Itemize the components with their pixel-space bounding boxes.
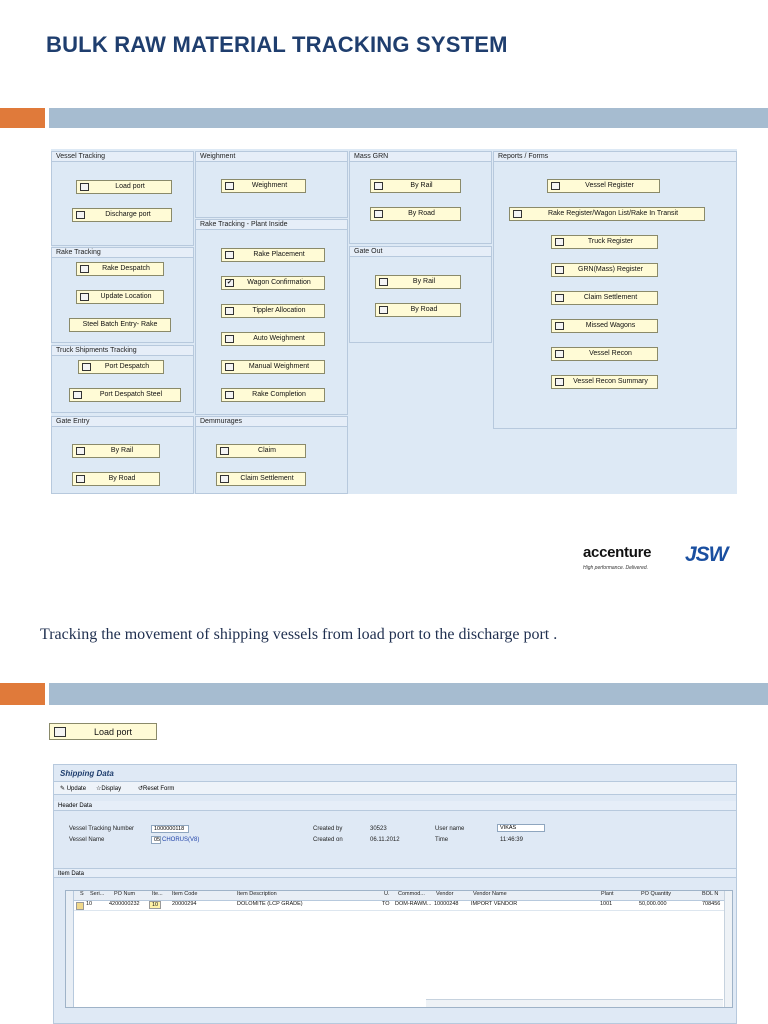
col-unit[interactable]: U. <box>384 891 390 897</box>
shipping-title: Shipping Data <box>60 769 114 778</box>
accent-bar <box>0 108 45 128</box>
vessel-recon-summary-button[interactable]: Vessel Recon Summary <box>551 375 658 389</box>
ship-icon <box>76 211 85 219</box>
item-data-bar <box>54 868 736 878</box>
col-plant[interactable]: Plant <box>601 891 614 897</box>
vessel-tracking-number-label: Vessel Tracking Number <box>69 826 135 832</box>
group-mass-grn <box>349 151 492 244</box>
section-bar <box>49 108 768 128</box>
rake-placement-button[interactable]: Rake Placement <box>221 248 325 262</box>
rake-register-button[interactable]: Rake Register/Wagon List/Rake In Transit <box>509 207 705 221</box>
col-po-num[interactable]: PO Num <box>114 891 136 897</box>
truck-icon <box>80 183 89 191</box>
col-item-description[interactable]: Item Description <box>237 891 277 897</box>
username-label: User name <box>435 826 465 832</box>
vessel-register-button[interactable]: Vessel Register <box>547 179 660 193</box>
wagon-confirmation-button[interactable]: ✔ Wagon Confirmation <box>221 276 325 290</box>
toolbar <box>54 781 736 795</box>
jsw-logo: JSW <box>685 543 728 566</box>
paperclip-icon <box>220 447 229 455</box>
scale-icon <box>225 182 234 190</box>
vessel-tracking-number-field[interactable]: 1000000118 <box>151 825 189 833</box>
steel-batch-entry-rake-button[interactable]: Steel Batch Entry- Rake <box>69 318 171 332</box>
item-data-label: Item Data <box>58 871 85 877</box>
auto-weighment-button[interactable]: Auto Weighment <box>221 332 325 346</box>
update-button[interactable]: ✎ Update <box>60 786 87 792</box>
group-header: Demmurages <box>196 417 347 427</box>
load-port-button-large[interactable]: Load port <box>49 723 157 740</box>
location-icon <box>80 293 89 301</box>
discharge-port-button[interactable]: Discharge port <box>72 208 172 222</box>
col-s[interactable]: S <box>80 891 84 897</box>
header-data-bar <box>54 801 736 811</box>
group-header: Rake Tracking <box>52 248 193 258</box>
cell-serial: 10 <box>86 901 93 907</box>
menu-panel <box>51 149 737 494</box>
flag-icon <box>225 391 234 399</box>
group-weighment <box>195 151 348 218</box>
group-demmurages <box>195 416 348 494</box>
username-field[interactable]: VIKAS <box>497 824 545 832</box>
group-header: Vessel Tracking <box>52 152 193 162</box>
row-header-column <box>66 891 74 1007</box>
scale-icon <box>225 335 234 343</box>
rake-icon <box>80 265 89 273</box>
grn-mass-register-button[interactable]: GRN(Mass) Register <box>551 263 658 277</box>
group-header: Weighment <box>196 152 347 162</box>
rake-completion-button[interactable]: Rake Completion <box>221 388 325 402</box>
calendar-icon <box>225 307 234 315</box>
truck-icon <box>73 391 82 399</box>
col-bol[interactable]: BOL N <box>702 891 719 897</box>
page-title: BULK RAW MATERIAL TRACKING SYSTEM <box>46 32 508 57</box>
cell-bol: 708456 <box>702 901 721 907</box>
accenture-logo: accenture <box>583 544 652 561</box>
claim-button[interactable]: Claim <box>216 444 306 458</box>
col-serial[interactable]: Seri... <box>90 891 105 897</box>
cell-item-description: DOLOMITE (LCP GRADE) <box>237 901 303 907</box>
description-text: Tracking the movement of shipping vessels from load port to the discharge port . <box>40 626 558 643</box>
table-row[interactable] <box>66 901 732 911</box>
report-icon <box>555 378 564 386</box>
rake-icon <box>225 251 234 259</box>
vessel-recon-button[interactable]: Vessel Recon <box>551 347 658 361</box>
row-selector[interactable] <box>76 902 84 910</box>
report-icon <box>555 266 564 274</box>
port-despatch-button[interactable]: Port Despatch <box>78 360 164 374</box>
cell-po-num: 4200000232 <box>109 901 140 907</box>
col-commodity[interactable]: Commod... <box>398 891 425 897</box>
cell-po-quantity: 50,000.000 <box>639 901 667 907</box>
group-header: Gate Out <box>350 247 491 257</box>
group-gate-out <box>349 246 492 343</box>
rail-icon <box>76 447 85 455</box>
claim-settlement-report-button[interactable]: Claim Settlement <box>551 291 658 305</box>
truck-register-button[interactable]: Truck Register <box>551 235 658 249</box>
col-vendor[interactable]: Vendor <box>436 891 454 897</box>
scale-icon <box>225 363 234 371</box>
header-data-label: Header Data <box>58 803 93 809</box>
cell-unit: TO <box>382 901 390 907</box>
group-vessel-tracking <box>51 151 194 246</box>
tippler-allocation-button[interactable]: Tippler Allocation <box>221 304 325 318</box>
group-header: Reports / Forms <box>494 152 736 162</box>
created-by-value: 30523 <box>370 826 387 832</box>
time-value: 11:46:39 <box>500 837 523 843</box>
group-header: Rake Tracking - Plant Inside <box>196 220 347 230</box>
group-rake-tracking-plant <box>195 219 348 415</box>
rake-despatch-button[interactable]: Rake Despatch <box>76 262 164 276</box>
report-icon <box>555 238 564 246</box>
settlement-icon <box>220 475 229 483</box>
report-icon <box>555 294 564 302</box>
group-gate-entry <box>51 416 194 494</box>
cell-item[interactable]: 10 <box>149 901 161 909</box>
vessel-name-label: Vessel Name <box>69 837 105 843</box>
created-on-label: Created on <box>313 837 343 843</box>
reset-form-button[interactable]: ↺Reset Form <box>138 786 175 792</box>
time-label: Time <box>435 837 449 843</box>
truck-icon <box>374 210 383 218</box>
group-header: Truck Shipments Tracking <box>52 346 193 356</box>
vessel-code-field[interactable]: 05 <box>151 836 161 844</box>
port-despatch-steel-button[interactable]: Port Despatch Steel <box>69 388 181 402</box>
mass-grn-by-rail-button[interactable]: By Rail <box>370 179 461 193</box>
truck-icon <box>54 727 66 737</box>
gate-entry-by-rail-button[interactable]: By Rail <box>72 444 160 458</box>
rail-icon <box>379 278 388 286</box>
group-reports-forms <box>493 151 737 429</box>
report-icon <box>551 182 560 190</box>
truck-icon <box>76 475 85 483</box>
accenture-tagline: High performance. Delivered. <box>583 565 649 571</box>
mass-grn-by-road-button[interactable]: By Road <box>370 207 461 221</box>
gate-entry-by-road-button[interactable]: By Road <box>72 472 160 486</box>
truck-icon <box>82 363 91 371</box>
rail-icon <box>374 182 383 190</box>
table-header <box>66 891 732 901</box>
display-button[interactable]: ☆Display <box>96 786 122 792</box>
horizontal-scrollbar[interactable] <box>426 999 723 1007</box>
group-truck-shipments <box>51 345 194 413</box>
weighment-button[interactable]: Weighment <box>221 179 306 193</box>
cell-commodity: DOM-RAWM... <box>395 901 432 907</box>
cell-item-code: 20000294 <box>172 901 197 907</box>
col-po-quantity[interactable]: PO Quantity <box>641 891 671 897</box>
item-table <box>65 890 733 1008</box>
missed-wagons-button[interactable]: Missed Wagons <box>551 319 658 333</box>
section-bar <box>49 683 768 705</box>
check-icon: ✔ <box>226 280 233 286</box>
col-item[interactable]: Ite... <box>152 891 163 897</box>
report-icon <box>513 210 522 218</box>
gate-out-by-road-button[interactable]: By Road <box>375 303 461 317</box>
created-on-value: 06.11.2012 <box>370 837 400 843</box>
manual-weighment-button[interactable]: Manual Weighment <box>221 360 325 374</box>
cell-plant: 1001 <box>600 901 613 907</box>
report-icon <box>555 322 564 330</box>
group-rake-tracking <box>51 247 194 343</box>
group-header: Mass GRN <box>350 152 491 162</box>
col-vendor-name[interactable]: Vendor Name <box>473 891 507 897</box>
group-header: Gate Entry <box>52 417 193 427</box>
cell-vendor: 10000248 <box>434 901 459 907</box>
report-icon <box>555 350 564 358</box>
vertical-scrollbar[interactable] <box>724 891 732 1007</box>
gate-out-by-rail-button[interactable]: By Rail <box>375 275 461 289</box>
truck-icon <box>379 306 388 314</box>
claim-settlement-button[interactable]: Claim Settlement <box>216 472 306 486</box>
shipping-data-window <box>53 764 737 1024</box>
load-port-button[interactable]: Load port <box>76 180 172 194</box>
vessel-name-value: CHORUS(V8) <box>162 837 200 843</box>
col-item-code[interactable]: Item Code <box>172 891 198 897</box>
cell-vendor-name: IMPORT VENDOR <box>471 901 518 907</box>
update-location-button[interactable]: Update Location <box>76 290 164 304</box>
accent-bar <box>0 683 45 705</box>
created-by-label: Created by <box>313 826 343 832</box>
